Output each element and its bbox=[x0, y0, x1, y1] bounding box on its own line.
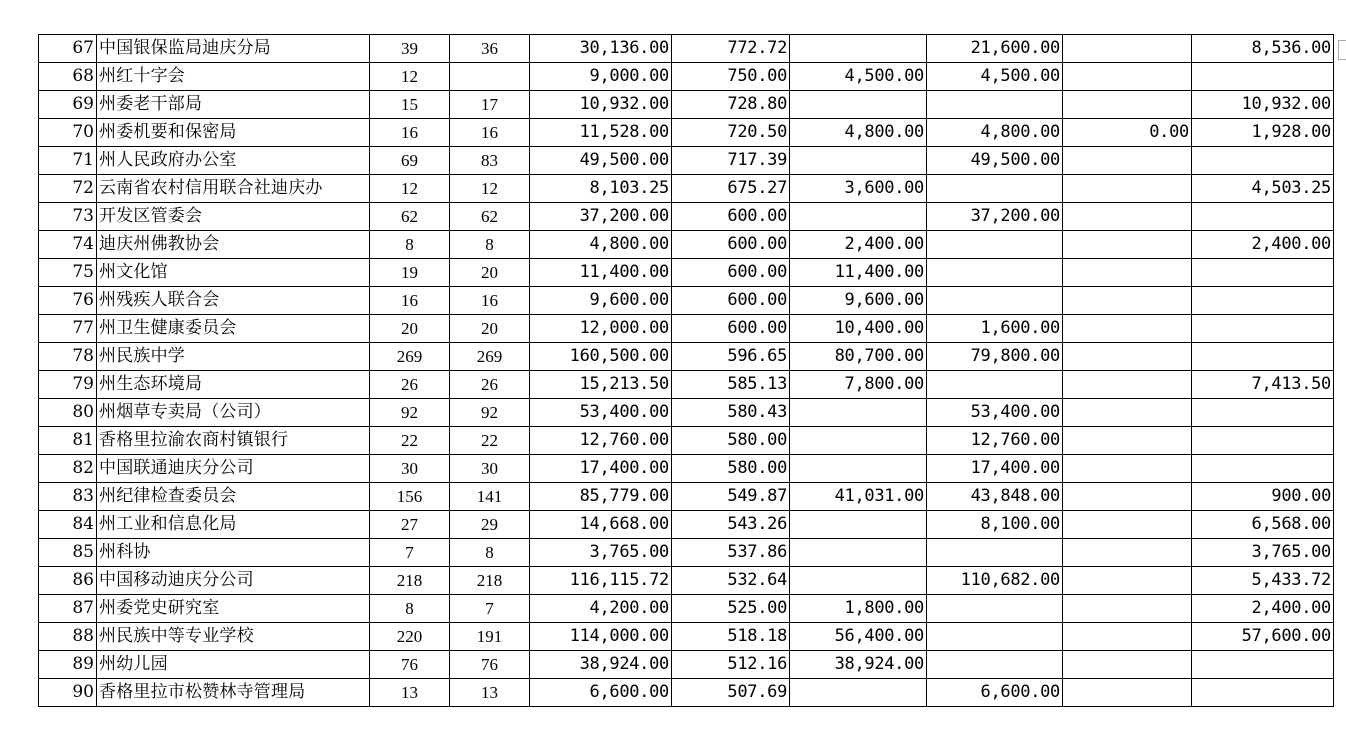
unit-name-cell[interactable]: 州委机要和保密局 bbox=[97, 119, 370, 147]
count-b-cell[interactable]: 12 bbox=[450, 175, 530, 203]
amount-g-cell[interactable] bbox=[1063, 623, 1192, 651]
count-a-cell[interactable]: 269 bbox=[370, 343, 450, 371]
table-row bbox=[39, 399, 1334, 427]
row-number[interactable]: 88 bbox=[39, 623, 97, 651]
count-b-cell[interactable]: 16 bbox=[450, 119, 530, 147]
count-a-cell[interactable]: 15 bbox=[370, 91, 450, 119]
count-b-cell[interactable]: 92 bbox=[450, 399, 530, 427]
row-number[interactable]: 82 bbox=[39, 455, 97, 483]
unit-name-cell[interactable]: 开发区管委会 bbox=[97, 203, 370, 231]
amount-e-cell[interactable]: 3,600.00 bbox=[790, 175, 927, 203]
amount-e-cell[interactable] bbox=[790, 91, 927, 119]
count-a-cell[interactable]: 12 bbox=[370, 63, 450, 91]
row-number[interactable]: 77 bbox=[39, 315, 97, 343]
amount-f-cell[interactable] bbox=[927, 539, 1063, 567]
count-a-cell[interactable]: 22 bbox=[370, 427, 450, 455]
table-row bbox=[39, 623, 1334, 651]
amount-e-cell[interactable] bbox=[790, 427, 927, 455]
total-amount-cell[interactable]: 11,400.00 bbox=[530, 259, 672, 287]
count-a-cell[interactable]: 62 bbox=[370, 203, 450, 231]
per-capita-cell[interactable]: 518.18 bbox=[672, 623, 790, 651]
unit-name-cell[interactable]: 中国银保监局迪庆分局 bbox=[97, 35, 370, 63]
amount-f-cell[interactable]: 12,760.00 bbox=[927, 427, 1063, 455]
amount-h-cell[interactable] bbox=[1192, 651, 1334, 679]
count-a-cell[interactable]: 16 bbox=[370, 119, 450, 147]
count-b-cell[interactable]: 191 bbox=[450, 623, 530, 651]
unit-name-cell[interactable]: 州残疾人联合会 bbox=[97, 287, 370, 315]
total-amount-cell[interactable]: 9,000.00 bbox=[530, 63, 672, 91]
unit-name-cell[interactable]: 州委老干部局 bbox=[97, 91, 370, 119]
total-amount-cell[interactable]: 53,400.00 bbox=[530, 399, 672, 427]
table-row bbox=[39, 175, 1334, 203]
table-row bbox=[39, 63, 1334, 91]
amount-f-cell[interactable]: 1,600.00 bbox=[927, 315, 1063, 343]
total-amount-cell[interactable]: 85,779.00 bbox=[530, 483, 672, 511]
per-capita-cell[interactable]: 600.00 bbox=[672, 315, 790, 343]
row-number[interactable]: 73 bbox=[39, 203, 97, 231]
unit-name-cell[interactable]: 中国移动迪庆分公司 bbox=[97, 567, 370, 595]
amount-g-cell[interactable] bbox=[1063, 483, 1192, 511]
scrollbar-edge bbox=[1338, 40, 1346, 60]
amount-f-cell[interactable] bbox=[927, 231, 1063, 259]
count-b-cell[interactable]: 269 bbox=[450, 343, 530, 371]
amount-g-cell[interactable] bbox=[1063, 371, 1192, 399]
row-number[interactable]: 86 bbox=[39, 567, 97, 595]
amount-e-cell[interactable]: 9,600.00 bbox=[790, 287, 927, 315]
row-number[interactable]: 74 bbox=[39, 231, 97, 259]
table-row bbox=[39, 455, 1334, 483]
amount-f-cell[interactable] bbox=[927, 623, 1063, 651]
table-row bbox=[39, 427, 1334, 455]
amount-f-cell[interactable] bbox=[927, 175, 1063, 203]
row-number[interactable]: 81 bbox=[39, 427, 97, 455]
amount-g-cell[interactable] bbox=[1063, 203, 1192, 231]
row-number[interactable]: 79 bbox=[39, 371, 97, 399]
amount-e-cell[interactable] bbox=[790, 679, 927, 707]
amount-h-cell[interactable] bbox=[1192, 287, 1334, 315]
row-number[interactable]: 70 bbox=[39, 119, 97, 147]
table-row bbox=[39, 651, 1334, 679]
amount-h-cell[interactable]: 4,503.25 bbox=[1192, 175, 1334, 203]
unit-name-cell[interactable]: 州委党史研究室 bbox=[97, 595, 370, 623]
unit-name-cell[interactable]: 州生态环境局 bbox=[97, 371, 370, 399]
amount-h-cell[interactable] bbox=[1192, 315, 1334, 343]
amount-f-cell[interactable] bbox=[927, 595, 1063, 623]
amount-g-cell[interactable] bbox=[1063, 287, 1192, 315]
row-number[interactable]: 75 bbox=[39, 259, 97, 287]
row-number[interactable]: 76 bbox=[39, 287, 97, 315]
row-number[interactable]: 68 bbox=[39, 63, 97, 91]
amount-e-cell[interactable] bbox=[790, 567, 927, 595]
amount-h-cell[interactable] bbox=[1192, 679, 1334, 707]
per-capita-cell[interactable]: 717.39 bbox=[672, 147, 790, 175]
total-amount-cell[interactable]: 14,668.00 bbox=[530, 511, 672, 539]
count-b-cell[interactable] bbox=[450, 63, 530, 91]
unit-name-cell[interactable]: 迪庆州佛教协会 bbox=[97, 231, 370, 259]
table-row bbox=[39, 371, 1334, 399]
table-row bbox=[39, 203, 1334, 231]
row-number[interactable]: 72 bbox=[39, 175, 97, 203]
unit-name-cell[interactable]: 香格里拉渝农商村镇银行 bbox=[97, 427, 370, 455]
amount-h-cell[interactable]: 10,932.00 bbox=[1192, 91, 1334, 119]
unit-name-cell[interactable]: 州文化馆 bbox=[97, 259, 370, 287]
total-amount-cell[interactable]: 160,500.00 bbox=[530, 343, 672, 371]
count-b-cell[interactable]: 30 bbox=[450, 455, 530, 483]
amount-f-cell[interactable]: 37,200.00 bbox=[927, 203, 1063, 231]
amount-g-cell[interactable] bbox=[1063, 427, 1192, 455]
amount-f-cell[interactable]: 53,400.00 bbox=[927, 399, 1063, 427]
per-capita-cell[interactable]: 675.27 bbox=[672, 175, 790, 203]
amount-g-cell[interactable] bbox=[1063, 343, 1192, 371]
count-b-cell[interactable]: 83 bbox=[450, 147, 530, 175]
total-amount-cell[interactable]: 12,760.00 bbox=[530, 427, 672, 455]
amount-e-cell[interactable]: 7,800.00 bbox=[790, 371, 927, 399]
per-capita-cell[interactable]: 600.00 bbox=[672, 231, 790, 259]
total-amount-cell[interactable]: 3,765.00 bbox=[530, 539, 672, 567]
row-number[interactable]: 69 bbox=[39, 91, 97, 119]
count-a-cell[interactable]: 39 bbox=[370, 35, 450, 63]
table-row bbox=[39, 231, 1334, 259]
amount-h-cell[interactable] bbox=[1192, 343, 1334, 371]
count-b-cell[interactable]: 16 bbox=[450, 287, 530, 315]
amount-f-cell[interactable] bbox=[927, 287, 1063, 315]
count-a-cell[interactable]: 27 bbox=[370, 511, 450, 539]
amount-h-cell[interactable]: 8,536.00 bbox=[1192, 35, 1334, 63]
row-number[interactable]: 84 bbox=[39, 511, 97, 539]
amount-h-cell[interactable]: 3,765.00 bbox=[1192, 539, 1334, 567]
amount-f-cell[interactable] bbox=[927, 259, 1063, 287]
amount-h-cell[interactable] bbox=[1192, 147, 1334, 175]
total-amount-cell[interactable]: 6,600.00 bbox=[530, 679, 672, 707]
amount-h-cell[interactable] bbox=[1192, 427, 1334, 455]
total-amount-cell[interactable]: 4,200.00 bbox=[530, 595, 672, 623]
per-capita-cell[interactable]: 772.72 bbox=[672, 35, 790, 63]
count-a-cell[interactable]: 156 bbox=[370, 483, 450, 511]
total-amount-cell[interactable]: 114,000.00 bbox=[530, 623, 672, 651]
total-amount-cell[interactable]: 4,800.00 bbox=[530, 231, 672, 259]
table-row bbox=[39, 343, 1334, 371]
table-row bbox=[39, 91, 1334, 119]
amount-g-cell[interactable] bbox=[1063, 455, 1192, 483]
amount-h-cell[interactable]: 1,928.00 bbox=[1192, 119, 1334, 147]
count-a-cell[interactable]: 92 bbox=[370, 399, 450, 427]
table-row bbox=[39, 511, 1334, 539]
count-b-cell[interactable]: 13 bbox=[450, 679, 530, 707]
amount-e-cell[interactable]: 4,500.00 bbox=[790, 63, 927, 91]
amount-e-cell[interactable]: 56,400.00 bbox=[790, 623, 927, 651]
total-amount-cell[interactable]: 38,924.00 bbox=[530, 651, 672, 679]
amount-f-cell[interactable] bbox=[927, 371, 1063, 399]
count-a-cell[interactable]: 8 bbox=[370, 595, 450, 623]
row-number[interactable]: 87 bbox=[39, 595, 97, 623]
amount-h-cell[interactable]: 5,433.72 bbox=[1192, 567, 1334, 595]
amount-g-cell[interactable] bbox=[1063, 567, 1192, 595]
amount-g-cell[interactable] bbox=[1063, 315, 1192, 343]
amount-f-cell[interactable] bbox=[927, 91, 1063, 119]
unit-name-cell[interactable]: 州民族中学 bbox=[97, 343, 370, 371]
per-capita-cell[interactable]: 720.50 bbox=[672, 119, 790, 147]
amount-h-cell[interactable]: 7,413.50 bbox=[1192, 371, 1334, 399]
count-b-cell[interactable]: 76 bbox=[450, 651, 530, 679]
amount-h-cell[interactable]: 57,600.00 bbox=[1192, 623, 1334, 651]
amount-g-cell[interactable] bbox=[1063, 511, 1192, 539]
count-a-cell[interactable]: 19 bbox=[370, 259, 450, 287]
table-row bbox=[39, 259, 1334, 287]
total-amount-cell[interactable]: 49,500.00 bbox=[530, 147, 672, 175]
row-number[interactable]: 83 bbox=[39, 483, 97, 511]
unit-name-cell[interactable]: 州烟草专卖局（公司） bbox=[97, 399, 370, 427]
unit-name-cell[interactable]: 香格里拉市松赞林寺管理局 bbox=[97, 679, 370, 707]
total-amount-cell[interactable]: 37,200.00 bbox=[530, 203, 672, 231]
per-capita-cell[interactable]: 750.00 bbox=[672, 63, 790, 91]
count-b-cell[interactable]: 62 bbox=[450, 203, 530, 231]
amount-h-cell[interactable] bbox=[1192, 259, 1334, 287]
per-capita-cell[interactable]: 549.87 bbox=[672, 483, 790, 511]
total-amount-cell[interactable]: 9,600.00 bbox=[530, 287, 672, 315]
amount-g-cell[interactable] bbox=[1063, 539, 1192, 567]
per-capita-cell[interactable]: 507.69 bbox=[672, 679, 790, 707]
row-number[interactable]: 85 bbox=[39, 539, 97, 567]
per-capita-cell[interactable]: 600.00 bbox=[672, 287, 790, 315]
amount-h-cell[interactable] bbox=[1192, 203, 1334, 231]
amount-e-cell[interactable] bbox=[790, 399, 927, 427]
count-a-cell[interactable]: 76 bbox=[370, 651, 450, 679]
table-row bbox=[39, 679, 1334, 707]
amount-f-cell[interactable]: 43,848.00 bbox=[927, 483, 1063, 511]
total-amount-cell[interactable]: 11,528.00 bbox=[530, 119, 672, 147]
amount-h-cell[interactable] bbox=[1192, 63, 1334, 91]
count-b-cell[interactable]: 20 bbox=[450, 315, 530, 343]
amount-f-cell[interactable]: 8,100.00 bbox=[927, 511, 1063, 539]
per-capita-cell[interactable]: 580.00 bbox=[672, 455, 790, 483]
amount-g-cell[interactable] bbox=[1063, 259, 1192, 287]
amount-h-cell[interactable]: 2,400.00 bbox=[1192, 595, 1334, 623]
total-amount-cell[interactable]: 17,400.00 bbox=[530, 455, 672, 483]
table-row bbox=[39, 539, 1334, 567]
per-capita-cell[interactable]: 537.86 bbox=[672, 539, 790, 567]
unit-name-cell[interactable]: 州民族中等专业学校 bbox=[97, 623, 370, 651]
per-capita-cell[interactable]: 596.65 bbox=[672, 343, 790, 371]
amount-e-cell[interactable]: 80,700.00 bbox=[790, 343, 927, 371]
per-capita-cell[interactable]: 532.64 bbox=[672, 567, 790, 595]
per-capita-cell[interactable]: 600.00 bbox=[672, 259, 790, 287]
amount-g-cell[interactable] bbox=[1063, 651, 1192, 679]
total-amount-cell[interactable]: 15,213.50 bbox=[530, 371, 672, 399]
count-a-cell[interactable]: 12 bbox=[370, 175, 450, 203]
row-number[interactable]: 80 bbox=[39, 399, 97, 427]
amount-g-cell[interactable] bbox=[1063, 147, 1192, 175]
per-capita-cell[interactable]: 543.26 bbox=[672, 511, 790, 539]
row-number[interactable]: 90 bbox=[39, 679, 97, 707]
count-a-cell[interactable]: 220 bbox=[370, 623, 450, 651]
count-a-cell[interactable]: 69 bbox=[370, 147, 450, 175]
table-row bbox=[39, 483, 1334, 511]
amount-e-cell[interactable]: 10,400.00 bbox=[790, 315, 927, 343]
amount-g-cell[interactable] bbox=[1063, 63, 1192, 91]
amount-e-cell[interactable]: 11,400.00 bbox=[790, 259, 927, 287]
table-row bbox=[39, 595, 1334, 623]
unit-name-cell[interactable]: 州幼儿园 bbox=[97, 651, 370, 679]
amount-h-cell[interactable]: 2,400.00 bbox=[1192, 231, 1334, 259]
count-b-cell[interactable]: 22 bbox=[450, 427, 530, 455]
per-capita-cell[interactable]: 512.16 bbox=[672, 651, 790, 679]
table-row bbox=[39, 147, 1334, 175]
count-b-cell[interactable]: 8 bbox=[450, 231, 530, 259]
amount-e-cell[interactable]: 4,800.00 bbox=[790, 119, 927, 147]
row-number[interactable]: 78 bbox=[39, 343, 97, 371]
count-a-cell[interactable]: 16 bbox=[370, 287, 450, 315]
unit-name-cell[interactable]: 州卫生健康委员会 bbox=[97, 315, 370, 343]
unit-name-cell[interactable]: 中国联通迪庆分公司 bbox=[97, 455, 370, 483]
count-b-cell[interactable]: 29 bbox=[450, 511, 530, 539]
total-amount-cell[interactable]: 10,932.00 bbox=[530, 91, 672, 119]
amount-e-cell[interactable]: 41,031.00 bbox=[790, 483, 927, 511]
row-number[interactable]: 89 bbox=[39, 651, 97, 679]
amount-e-cell[interactable]: 1,800.00 bbox=[790, 595, 927, 623]
amount-h-cell[interactable]: 900.00 bbox=[1192, 483, 1334, 511]
count-a-cell[interactable]: 8 bbox=[370, 231, 450, 259]
row-number[interactable]: 71 bbox=[39, 147, 97, 175]
amount-e-cell[interactable] bbox=[790, 539, 927, 567]
amount-f-cell[interactable]: 110,682.00 bbox=[927, 567, 1063, 595]
amount-g-cell[interactable] bbox=[1063, 679, 1192, 707]
count-a-cell[interactable]: 20 bbox=[370, 315, 450, 343]
per-capita-cell[interactable]: 728.80 bbox=[672, 91, 790, 119]
amount-e-cell[interactable] bbox=[790, 147, 927, 175]
unit-name-cell[interactable]: 州红十字会 bbox=[97, 63, 370, 91]
count-b-cell[interactable]: 8 bbox=[450, 539, 530, 567]
amount-f-cell[interactable]: 4,800.00 bbox=[927, 119, 1063, 147]
amount-f-cell[interactable]: 49,500.00 bbox=[927, 147, 1063, 175]
count-b-cell[interactable]: 218 bbox=[450, 567, 530, 595]
per-capita-cell[interactable]: 585.13 bbox=[672, 371, 790, 399]
count-b-cell[interactable]: 141 bbox=[450, 483, 530, 511]
per-capita-cell[interactable]: 600.00 bbox=[672, 203, 790, 231]
row-number[interactable]: 67 bbox=[39, 35, 97, 63]
amount-h-cell[interactable] bbox=[1192, 399, 1334, 427]
amount-e-cell[interactable]: 38,924.00 bbox=[790, 651, 927, 679]
count-a-cell[interactable]: 218 bbox=[370, 567, 450, 595]
per-capita-cell[interactable]: 580.43 bbox=[672, 399, 790, 427]
total-amount-cell[interactable]: 116,115.72 bbox=[530, 567, 672, 595]
amount-g-cell[interactable] bbox=[1063, 231, 1192, 259]
amount-e-cell[interactable] bbox=[790, 455, 927, 483]
amount-g-cell[interactable] bbox=[1063, 91, 1192, 119]
count-b-cell[interactable]: 20 bbox=[450, 259, 530, 287]
table-row bbox=[39, 119, 1334, 147]
amount-f-cell[interactable] bbox=[927, 651, 1063, 679]
table-row bbox=[39, 35, 1334, 63]
table-row bbox=[39, 567, 1334, 595]
unit-name-cell[interactable]: 州科协 bbox=[97, 539, 370, 567]
total-amount-cell[interactable]: 8,103.25 bbox=[530, 175, 672, 203]
amount-g-cell[interactable] bbox=[1063, 175, 1192, 203]
count-a-cell[interactable]: 30 bbox=[370, 455, 450, 483]
amount-f-cell[interactable]: 6,600.00 bbox=[927, 679, 1063, 707]
amount-f-cell[interactable]: 21,600.00 bbox=[927, 35, 1063, 63]
unit-name-cell[interactable]: 云南省农村信用联合社迪庆办 bbox=[97, 175, 370, 203]
amount-e-cell[interactable] bbox=[790, 35, 927, 63]
amount-f-cell[interactable]: 79,800.00 bbox=[927, 343, 1063, 371]
count-a-cell[interactable]: 13 bbox=[370, 679, 450, 707]
count-a-cell[interactable]: 7 bbox=[370, 539, 450, 567]
amount-g-cell[interactable] bbox=[1063, 35, 1192, 63]
per-capita-cell[interactable]: 525.00 bbox=[672, 595, 790, 623]
unit-name-cell[interactable]: 州纪律检查委员会 bbox=[97, 483, 370, 511]
table-row bbox=[39, 287, 1334, 315]
total-amount-cell[interactable]: 12,000.00 bbox=[530, 315, 672, 343]
count-a-cell[interactable]: 26 bbox=[370, 371, 450, 399]
count-b-cell[interactable]: 17 bbox=[450, 91, 530, 119]
count-b-cell[interactable]: 26 bbox=[450, 371, 530, 399]
count-b-cell[interactable]: 36 bbox=[450, 35, 530, 63]
amount-g-cell[interactable] bbox=[1063, 399, 1192, 427]
amount-e-cell[interactable] bbox=[790, 203, 927, 231]
amount-h-cell[interactable] bbox=[1192, 455, 1334, 483]
table-row bbox=[39, 315, 1334, 343]
amount-f-cell[interactable]: 4,500.00 bbox=[927, 63, 1063, 91]
data-table bbox=[38, 34, 1334, 707]
total-amount-cell[interactable]: 30,136.00 bbox=[530, 35, 672, 63]
amount-h-cell[interactable]: 6,568.00 bbox=[1192, 511, 1334, 539]
unit-name-cell[interactable]: 州人民政府办公室 bbox=[97, 147, 370, 175]
amount-e-cell[interactable] bbox=[790, 511, 927, 539]
per-capita-cell[interactable]: 580.00 bbox=[672, 427, 790, 455]
unit-name-cell[interactable]: 州工业和信息化局 bbox=[97, 511, 370, 539]
amount-e-cell[interactable]: 2,400.00 bbox=[790, 231, 927, 259]
amount-f-cell[interactable]: 17,400.00 bbox=[927, 455, 1063, 483]
count-b-cell[interactable]: 7 bbox=[450, 595, 530, 623]
amount-g-cell[interactable] bbox=[1063, 595, 1192, 623]
amount-g-cell[interactable]: 0.00 bbox=[1063, 119, 1192, 147]
